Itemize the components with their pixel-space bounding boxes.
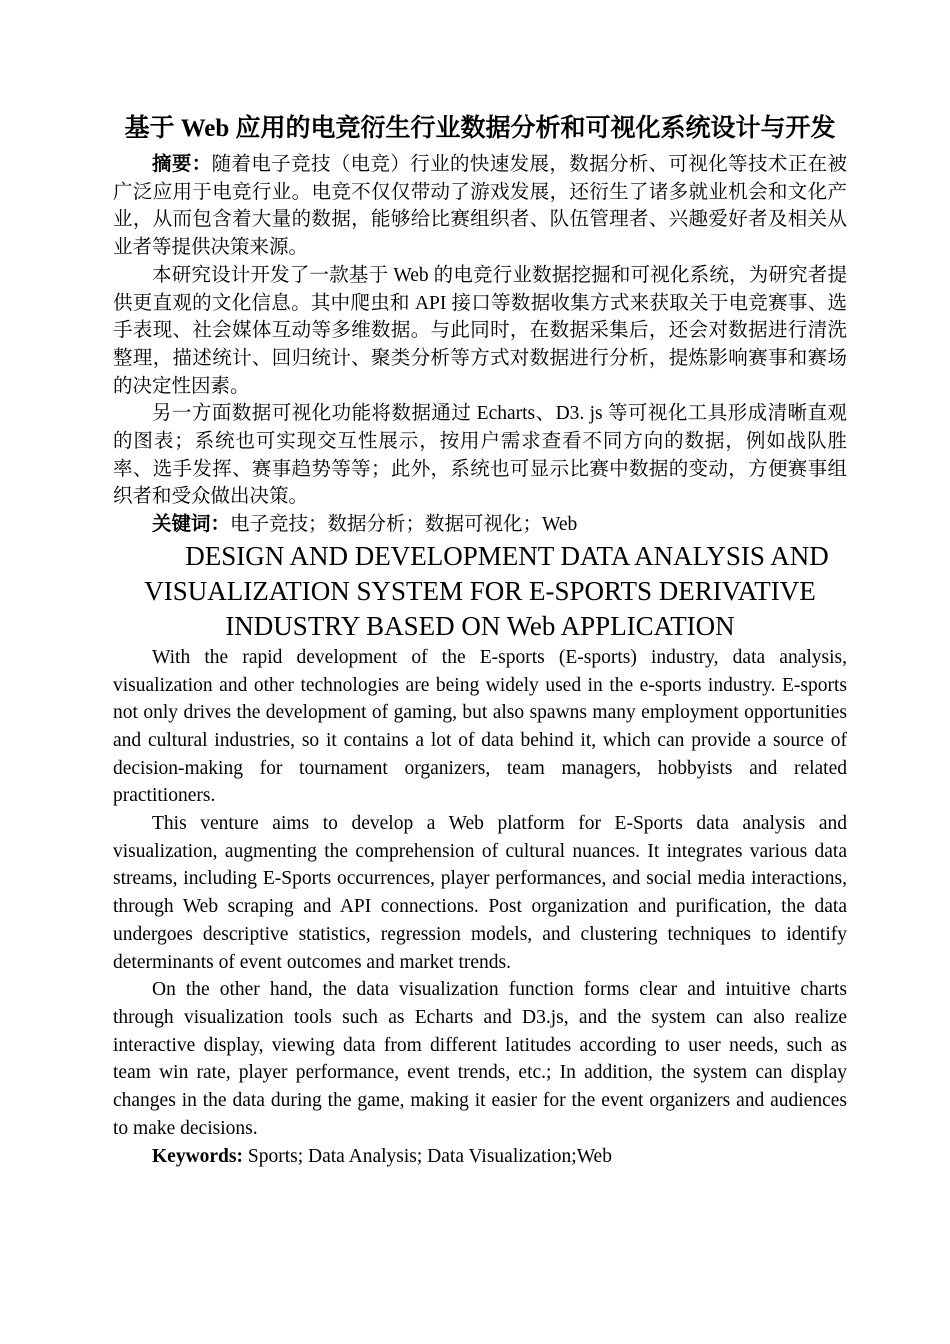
thesis-title-en-line-3: INDUSTRY BASED ON Web APPLICATION xyxy=(225,610,735,641)
abstract-paragraph-zh-1 xyxy=(113,151,847,262)
keywords-label-en: Keywords: xyxy=(152,1145,243,1167)
abstract-paragraph-en-3: On the other hand, the data visualization function forms clear and intuitive charts through visualization tools such as Echarts and D3.js, and the system can also realize interactive display, viewing data from different latitudes according to user needs, such as team win rate, player performance, event trends, etc.; In addition, the system can display changes in the data during the game, making it easier for the event organizers and audiences to make decisions. xyxy=(113,979,847,1139)
keywords-line-en xyxy=(113,1143,847,1171)
thesis-title-zh: 基于 Web 应用的电竞衍生行业数据分析和可视化系统设计与开发 xyxy=(124,115,836,142)
abstract-label-zh: 摘要： xyxy=(152,154,212,175)
thesis-title-en xyxy=(113,539,847,644)
thesis-title-en-line-2: VISUALIZATION SYSTEM FOR E-SPORTS DERIVATIVE xyxy=(144,575,816,606)
keywords-label-zh: 关键词： xyxy=(152,514,231,536)
abstract-paragraph-en-2: This venture aims to develop a Web platform for E-Sports data analysis and visualization, augmenting the comprehension of cultural nuances. It integrates various data streams, including E-Sports occurrences, player performances, and social media interactions, through Web scraping and API connections. Post organization and purification, the data undergoes descriptive statistics, regression models, and clustering techniques to identify determinants of event outcomes and market trends. xyxy=(113,813,847,973)
thesis-title-en-line-1: DESIGN AND DEVELOPMENT DATA ANALYSIS AND xyxy=(185,540,829,571)
keywords-text-en: Sports; Data Analysis; Data Visualization;Web xyxy=(247,1145,612,1167)
abstract-paragraph-en-1: With the rapid development of the E-sports (E-sports) industry, data analysis, visualization and other technologies are being widely used in the e-sports industry. E-sports not only drives the development of gaming, but also spawns many employment opportunities and cultural industries, so it contains a lot of data behind it, which can provide a source of decision-making for tournament organizers, team managers, hobbyists and related practitioners. xyxy=(113,646,847,807)
abstract-paragraph-zh-2: 本研究设计开发了一款基于 Web 的电竞行业数据挖掘和可视化系统，为研究者提供更直观的文化信息。其中爬虫和 API 接口等数据收集方式来获取关于电竞赛事、选手表现、社会媒体互动等多维数据。与此同时，在数据采集后，还会对数据进行清洗整理，描述统计、回归统计、聚类分析等方式对数据进行分析，提炼影响赛事和赛场的决定性因素。 xyxy=(113,264,847,397)
abstract-text-zh-1: 随着电子竞技（电竞）行业的快速发展，数据分析、可视化等技术正在被广泛应用于电竞行业。电竞不仅仅带动了游戏发展，还衍生了诸多就业机会和文化产业，从而包含着大量的数据，能够给比赛组织者、队伍管理者、兴趣爱好者及相关从业者等提供决策来源。 xyxy=(113,154,847,259)
abstract-paragraph-zh-3: 另一方面数据可视化功能将数据通过 Echarts、D3. js 等可视化工具形成清晰直观的图表；系统也可实现交互性展示，按用户需求查看不同方向的数据，例如战队胜率、选手发挥、赛事趋势等等；此外，系统也可显示比赛中数据的变动，方便赛事组织者和受众做出决策。 xyxy=(113,403,847,508)
keywords-line-zh xyxy=(113,511,847,539)
keywords-text-zh: 电子竞技；数据分析；数据可视化；Web xyxy=(230,514,578,536)
